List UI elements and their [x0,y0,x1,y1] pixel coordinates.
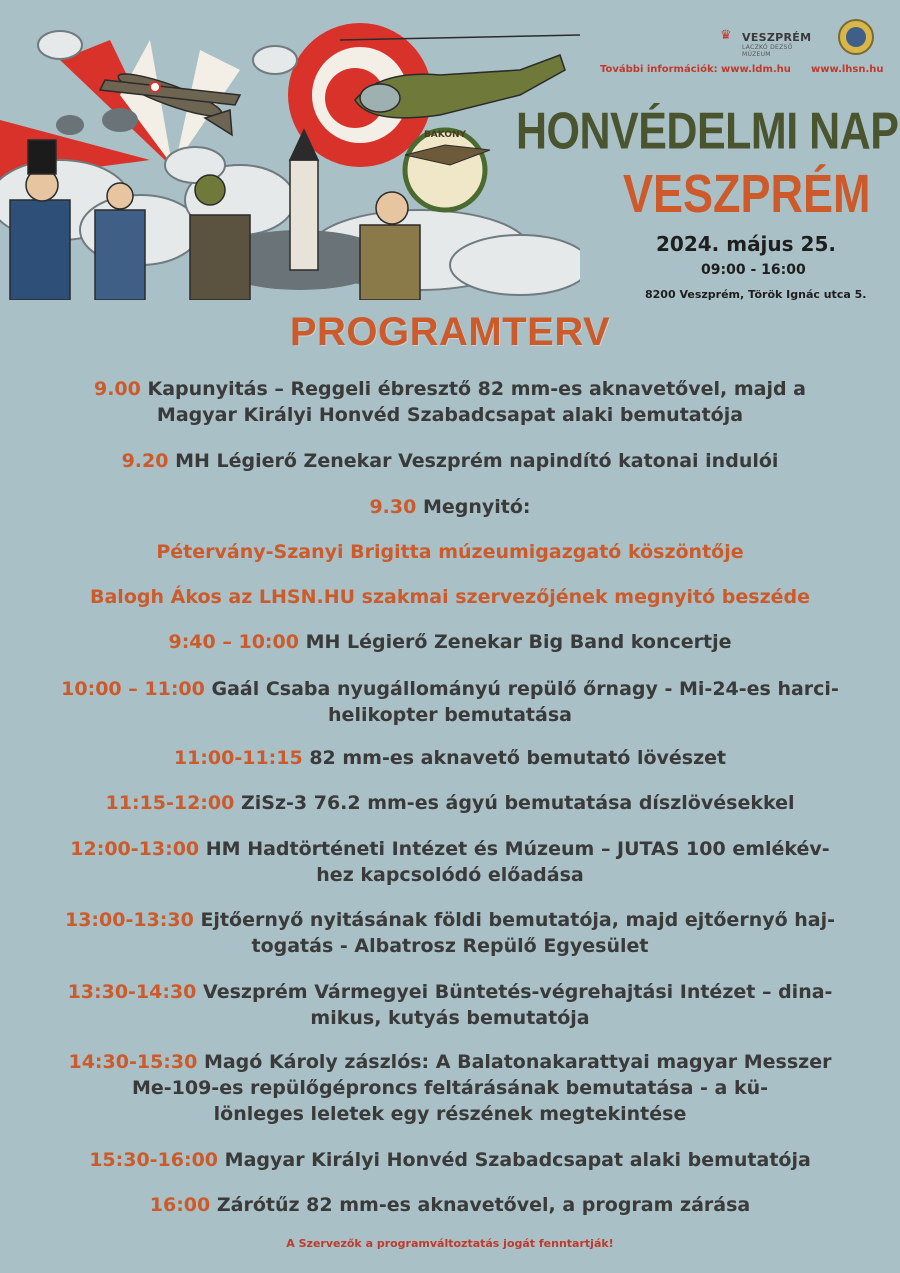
program-time: 9.20 [121,450,169,472]
program-desc: Gaál Csaba nyugállományú repülő őrnagy - Mi-24-es harci- [211,678,839,700]
program-desc: HM Hadtörténeti Intézet és Múzeum – JUTAS 100 emlékév- [205,838,830,860]
event-address: 8200 Veszprém, Török Ignác utca 5. [645,288,867,301]
info-label: További információk: [600,64,718,75]
program-item [0,979,900,1031]
museum-logo-name: VESZPRÉM [742,31,812,44]
program-item [0,448,900,474]
program-desc: Balogh Ákos az LHSN.HU szakmai szervezőjének megnyitó beszéde [90,586,810,608]
program-item [0,376,900,428]
event-time: 09:00 - 16:00 [701,262,806,278]
program-time: 14:30-15:30 [68,1051,198,1073]
museum-logo-sub: LACZKÓ DEZSŐ MÚZEUM [742,44,793,58]
program-time: 15:30-16:00 [89,1149,219,1171]
program-desc: mikus, kutyás bemutatója [310,1007,590,1029]
program-desc: Veszprém Vármegyei Büntetés-végrehajtási Intézet – dina- [203,981,833,1003]
program-item [0,790,900,816]
header [0,0,900,305]
program-item [0,539,900,565]
program-desc: lönleges leletek egy részének megtekintése [213,1103,687,1125]
program-time: 12:00-13:00 [70,838,200,860]
program-title: PROGRAMTERV [289,310,611,354]
war-illustration [0,0,580,300]
event-title-line1: HONVÉDELMI NAP [516,103,899,161]
program-desc: Magó Károly zászlós: A Balatonakarattyai magyar Messzer [203,1051,832,1073]
program-time: 10:00 – 11:00 [61,678,205,700]
crown-icon: ♛ [720,28,732,43]
program-item [0,745,900,771]
program-time: 13:00-13:30 [64,909,194,931]
program-time: 13:30-14:30 [67,981,197,1003]
program-item [0,1049,900,1127]
program-desc: Kapunyitás – Reggeli ébresztő 82 mm-es aknavetővel, majd a [147,378,806,400]
program-desc: hez kapcsolódó előadása [316,864,584,886]
program-desc: helikopter bemutatása [328,704,572,726]
program-desc: MH Légierő Zenekar Veszprém napindító katonai indulói [175,450,779,472]
program-time: 9.00 [93,378,141,400]
program-desc: Me-109-es repülőgéproncs feltárásának bemutatása - a kü- [131,1077,769,1099]
program-desc: Magyar Királyi Honvéd Szabadcsapat alaki bemutatója [156,404,744,426]
program-desc: 82 mm-es aknavető bemutató lövészet [309,747,727,769]
link-ldm[interactable]: www.ldm.hu [721,64,791,75]
program-time: 9.30 [369,496,417,518]
lhsn-seal-icon[interactable] [838,19,874,55]
program-item [0,1147,900,1173]
program-time: 11:00-11:15 [173,747,303,769]
program-item [0,629,900,655]
program-time: 11:15-12:00 [105,792,235,814]
event-title-line2: VESZPRÉM [623,163,871,225]
program-item [0,584,900,610]
program-desc: Megnyitó: [422,496,531,518]
program-item [0,676,900,728]
program-desc: MH Légierő Zenekar Big Band koncertje [305,631,732,653]
program-desc: Pétervány-Szanyi Brigitta múzeumigazgató köszöntője [156,541,744,563]
program-time: 16:00 [149,1194,211,1216]
program-desc: togatás - Albatrosz Repülő Egyesület [251,935,649,957]
program-time: 9:40 – 10:00 [168,631,299,653]
museum-logo[interactable] [720,28,815,58]
program-item [0,836,900,888]
badge-text: BAKONY [423,130,467,140]
program-item [0,907,900,959]
program-desc: Zárótűz 82 mm-es aknavetővel, a program zárása [216,1194,751,1216]
program-desc: Ejtőernyő nyitásának földi bemutatója, majd ejtőernyő haj- [200,909,836,931]
program-desc: ZiSz-3 76.2 mm-es ágyú bemutatása díszlövésekkel [240,792,795,814]
program-desc: Magyar Királyi Honvéd Szabadcsapat alaki bemutatója [224,1149,811,1171]
program-item [0,494,900,520]
disclaimer: A Szervezők a programváltoztatás jogát fenntartják! [286,1237,614,1250]
event-date: 2024. május 25. [656,232,836,256]
link-lhsn[interactable]: www.lhsn.hu [811,64,884,75]
program-item [0,1192,900,1218]
